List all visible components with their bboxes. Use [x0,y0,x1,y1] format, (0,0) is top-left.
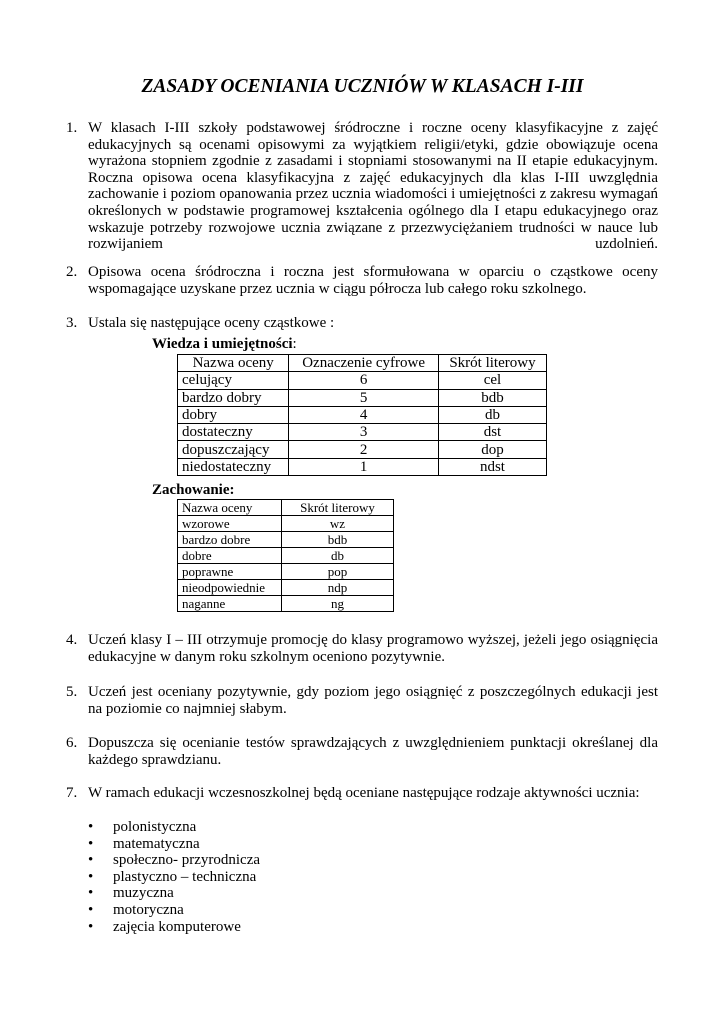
item-text: Uczeń jest oceniany pozytywnie, gdy poziom jego osiągnięć z poszczególnych edukacji jest na poziomie co najmniej słabym. [88,684,658,717]
table-row [178,406,547,423]
table-header-row [178,500,394,516]
activity-label: społeczno- przyrodnicza [113,852,261,869]
table-row [178,441,547,458]
activity-list-item [88,869,260,886]
table-cell: ndst [438,458,546,475]
behavior-grades-table [177,499,394,612]
header-cell: Nazwa oceny [178,500,282,516]
table-cell: wzorowe [178,516,282,532]
item-number: 3. [66,315,78,331]
table-cell: 5 [289,389,439,406]
table-cell: 6 [289,372,439,389]
list-item-7 [66,785,658,802]
table-cell: bdb [438,389,546,406]
activities-list [88,819,260,935]
table-row [178,580,394,596]
item-number: 6. [66,735,78,751]
table-cell: 4 [289,406,439,423]
knowledge-grades-table [177,354,547,476]
page-title: ZASADY OCENIANIA UCZNIÓW W KLASACH I-III [141,76,584,97]
bullet-icon: • [88,819,94,835]
table-row [178,458,547,475]
header-cell: Skrót literowy [438,355,546,372]
table-cell: dopuszczający [178,441,289,458]
item-number: 2. [66,264,78,280]
table-cell: ng [282,596,394,612]
table-row [178,516,394,532]
table-cell: nieodpowiednie [178,580,282,596]
table-row [178,372,547,389]
table-row [178,564,394,580]
bullet-icon: • [88,885,94,902]
table-cell: db [438,406,546,423]
table-cell: bardzo dobre [178,532,282,548]
bullet-icon: • [88,835,94,852]
table-cell: 1 [289,458,439,475]
bullet-icon: • [88,901,94,918]
item-text: Ustala się następujące oceny cząstkowe : [88,315,335,331]
activity-label: zajęcia komputerowe [113,918,241,935]
activity-label: polonistyczna [113,819,197,835]
header-cell: Nazwa oceny [178,355,289,372]
table-cell: db [282,548,394,564]
item-number: 4. [66,632,78,648]
header-cell: Skrót literowy [282,500,394,516]
item-text: Uczeń klasy I – III otrzymuje promocję do klasy programowo wyższej, jeżeli jego osiągnięcia edukacyjne w danym roku szkolnym oceniono pozytywnie. [88,632,658,665]
table-cell: bdb [282,532,394,548]
table-cell: poprawne [178,564,282,580]
bullet-icon: • [88,852,94,869]
activity-label: motoryczna [113,901,184,918]
bullet-icon: • [88,868,94,885]
table-cell: dobry [178,406,289,423]
table-row [178,548,394,564]
item-text: Opisowa ocena śródroczna i roczna jest sformułowana w oparciu o cząstkowe oceny wspomagające uzyskane przez ucznia w ciągu półrocza lub całego roku szkolnego. [88,264,658,297]
table-cell: 3 [289,424,439,441]
list-item-4 [66,632,658,665]
item-number: 7. [66,785,78,801]
header-cell: Oznaczenie cyfrowe [289,355,439,372]
list-item-5 [66,684,658,717]
activity-label: plastyczno – techniczna [113,868,257,885]
table-cell: ndp [282,580,394,596]
item-number: 5. [66,684,78,700]
table-row [178,596,394,612]
bullet-icon: • [88,918,94,935]
activity-list-item [88,852,260,869]
activity-label: muzyczna [113,885,174,902]
table-cell: cel [438,372,546,389]
list-item-1 [66,120,658,253]
table-row [178,532,394,548]
item-number: 1. [66,120,78,136]
activity-list-item [88,902,260,919]
table-cell: wz [282,516,394,532]
table-cell: niedostateczny [178,458,289,475]
knowledge-heading [152,336,297,353]
item-text: W klasach I-III szkoły podstawowej śródroczne i roczne oceny klasyfikacyjne z zajęć edukacyjnych są ocenami opisowymi za wyjątkiem religii/etyki, gdzie obowiązuje ocena wyrażona stopniem zgodnie z zasadami i stopniami stosowanymi na II etapie edukacyjnym. Roczna opisowa ocena klasyfikacyjna z zajęć edukacyjnych dla klas I-III uwzględnia zachowanie i poziom opanowania przez ucznia wiadomości i umiejętności z zakresu wymagań określonych w podstawie programowej kształcenia ogólnego dla I etapu edukacyjnego oraz wskazuje potrzeby rozwojowe ucznia związane z przezwyciężaniem trudności w nauce lub rozwijaniem uzdolnień. [88,120,658,253]
behavior-heading: Zachowanie: [152,482,235,498]
table-cell: dst [438,424,546,441]
table-cell: bardzo dobry [178,389,289,406]
table-cell: celujący [178,372,289,389]
table-cell: 2 [289,441,439,458]
table-cell: dop [438,441,546,458]
table-cell: pop [282,564,394,580]
activity-list-item [88,885,260,902]
table-row [178,424,547,441]
activity-list-item [88,919,260,936]
table-cell: dostateczny [178,424,289,441]
activity-list-item [88,836,260,853]
item-text: W ramach edukacji wczesnoszkolnej będą oceniane następujące rodzaje aktywności ucznia: [88,785,640,801]
activity-list-item [88,819,260,836]
table-header-row [178,355,547,372]
colon: : [292,336,297,352]
table-row [178,389,547,406]
table-cell: naganne [178,596,282,612]
activity-label: matematyczna [113,835,200,852]
list-item-2 [66,264,658,297]
table-cell: dobre [178,548,282,564]
list-item-3 [66,315,658,332]
knowledge-heading-text: Wiedza i umiejętności [152,336,293,352]
item-text: Dopuszcza się ocenianie testów sprawdzających z uwzględnieniem punktacji określanej dla każdego sprawdzianu. [88,735,658,768]
list-item-6 [66,735,658,768]
